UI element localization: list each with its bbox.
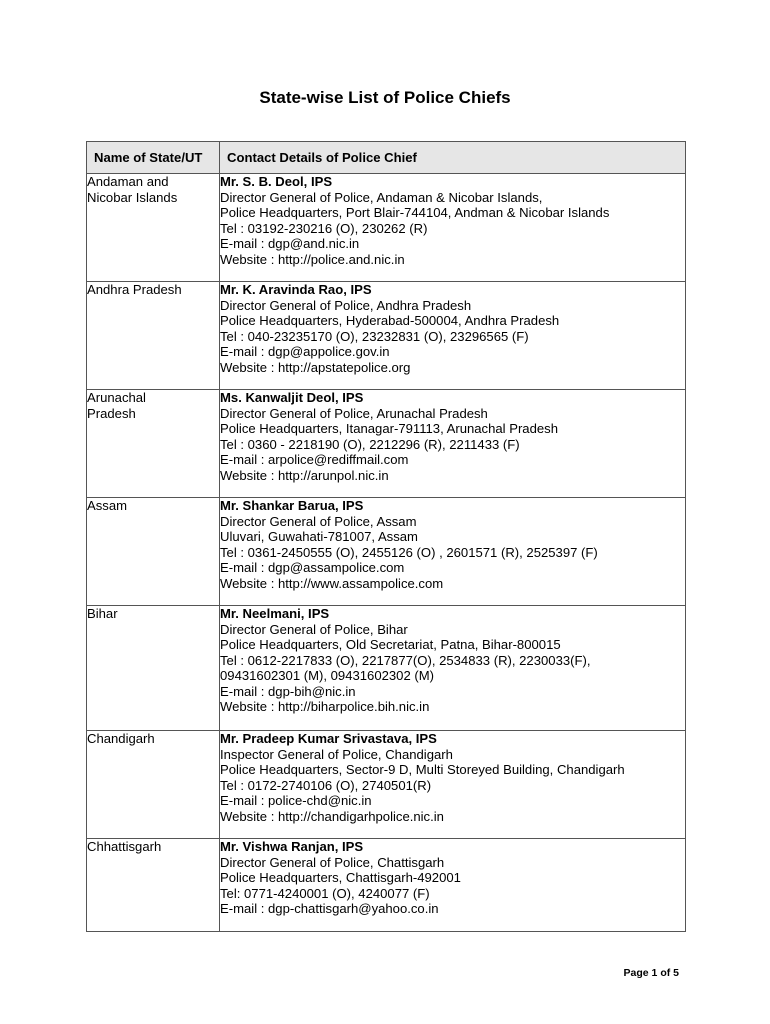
table-row	[87, 390, 686, 498]
contact-line: E-mail : police-chd@nic.in	[220, 793, 372, 808]
contact-line: Website : http://arunpol.nic.in	[220, 467, 389, 483]
state-name: Andhra Pradesh	[87, 282, 182, 297]
state-name: Andaman and	[87, 174, 169, 189]
contact-details-cell	[220, 731, 686, 839]
contact-details-cell	[220, 282, 686, 390]
chief-name: Ms. Kanwaljit Deol, IPS	[220, 390, 364, 405]
contact-line: Director General of Police, Andaman & Nicobar Islands,	[220, 189, 543, 205]
police-chiefs-table	[86, 141, 686, 932]
contact-line: Police Headquarters, Chattisgarh-492001	[220, 870, 461, 885]
chief-name: Mr. Vishwa Ranjan, IPS	[220, 839, 364, 854]
contact-line: Website : http://www.assampolice.com	[220, 575, 444, 591]
table-row	[87, 731, 686, 839]
state-name: Assam	[87, 498, 128, 513]
contact-line: E-mail : arpolice@rediffmail.com	[220, 452, 409, 467]
table-row	[87, 839, 686, 932]
state-name: Pradesh	[87, 405, 136, 421]
contact-line: E-mail : dgp@assampolice.com	[220, 560, 405, 575]
state-name: Chhattisgarh	[87, 839, 162, 854]
state-name-cell	[87, 731, 220, 839]
table-row	[87, 606, 686, 731]
contact-line: Director General of Police, Bihar	[220, 621, 408, 637]
contact-line: 09431602301 (M), 09431602302 (M)	[220, 668, 435, 683]
header-state: Name of State/UT	[87, 142, 220, 174]
contact-line: Tel: 0771-4240001 (O), 4240077 (F)	[220, 885, 430, 901]
state-name-cell	[87, 839, 220, 932]
state-name-cell	[87, 174, 220, 282]
contact-details-cell	[220, 606, 686, 731]
state-name-cell	[87, 390, 220, 498]
contact-line: Website : http://apstatepolice.org	[220, 359, 411, 375]
contact-line: Police Headquarters, Sector-9 D, Multi Storeyed Building, Chandigarh	[220, 762, 625, 777]
contact-line: Inspector General of Police, Chandigarh	[220, 746, 453, 762]
table-row	[87, 498, 686, 606]
state-name: Chandigarh	[87, 731, 155, 746]
state-name-cell	[87, 606, 220, 731]
table-row	[87, 282, 686, 390]
contact-line: Police Headquarters, Itanagar-791113, Arunachal Pradesh	[220, 421, 558, 436]
contact-line: Tel : 0172-2740106 (O), 2740501(R)	[220, 777, 432, 793]
contact-line: Tel : 0612-2217833 (O), 2217877(O), 2534833 (R), 2230033(F),	[220, 652, 591, 668]
state-name-cell	[87, 498, 220, 606]
contact-line: E-mail : dgp@and.nic.in	[220, 236, 360, 251]
contact-line: Uluvari, Guwahati-781007, Assam	[220, 529, 418, 544]
chief-name: Mr. K. Aravinda Rao, IPS	[220, 282, 372, 297]
state-name: Arunachal	[87, 390, 146, 405]
contact-details-cell	[220, 498, 686, 606]
page-title: State-wise List of Police Chiefs	[259, 88, 511, 107]
state-name: Nicobar Islands	[87, 189, 178, 205]
contact-details-cell	[220, 839, 686, 932]
contact-line: Website : http://police.and.nic.in	[220, 251, 405, 267]
contact-line: Website : http://biharpolice.bih.nic.in	[220, 699, 430, 714]
contact-line: Police Headquarters, Old Secretariat, Patna, Bihar-800015	[220, 637, 561, 652]
contact-line: E-mail : dgp-chattisgarh@yahoo.co.in	[220, 901, 439, 916]
contact-line: Police Headquarters, Hyderabad-500004, Andhra Pradesh	[220, 313, 560, 328]
contact-line: Tel : 03192-230216 (O), 230262 (R)	[220, 220, 428, 236]
contact-details-cell	[220, 174, 686, 282]
contact-line: Director General of Police, Arunachal Pradesh	[220, 405, 488, 421]
contact-details-cell	[220, 390, 686, 498]
contact-line: Tel : 0360 - 2218190 (O), 2212296 (R), 2211433 (F)	[220, 436, 520, 452]
state-name: Bihar	[87, 606, 118, 621]
chief-name: Mr. Neelmani, IPS	[220, 606, 330, 621]
contact-line: Website : http://chandigarhpolice.nic.in	[220, 808, 444, 824]
chief-name: Mr. Shankar Barua, IPS	[220, 498, 364, 513]
contact-line: Director General of Police, Chattisgarh	[220, 854, 445, 870]
contact-line: Director General of Police, Andhra Pradesh	[220, 297, 472, 313]
header-contact: Contact Details of Police Chief	[220, 142, 686, 174]
contact-line: E-mail : dgp@appolice.gov.in	[220, 344, 390, 359]
state-name-cell	[87, 282, 220, 390]
chief-name: Mr. S. B. Deol, IPS	[220, 174, 333, 189]
page-number: Page 1 of 5	[623, 967, 679, 979]
table-row	[87, 174, 686, 282]
contact-line: E-mail : dgp-bih@nic.in	[220, 683, 356, 699]
chief-name: Mr. Pradeep Kumar Srivastava, IPS	[220, 731, 437, 746]
contact-line: Tel : 040-23235170 (O), 23232831 (O), 23296565 (F)	[220, 328, 529, 344]
contact-line: Director General of Police, Assam	[220, 513, 417, 529]
contact-line: Police Headquarters, Port Blair-744104, Andman & Nicobar Islands	[220, 205, 610, 220]
table-header-row	[87, 142, 686, 174]
contact-line: Tel : 0361-2450555 (O), 2455126 (O) , 2601571 (R), 2525397 (F)	[220, 544, 598, 560]
